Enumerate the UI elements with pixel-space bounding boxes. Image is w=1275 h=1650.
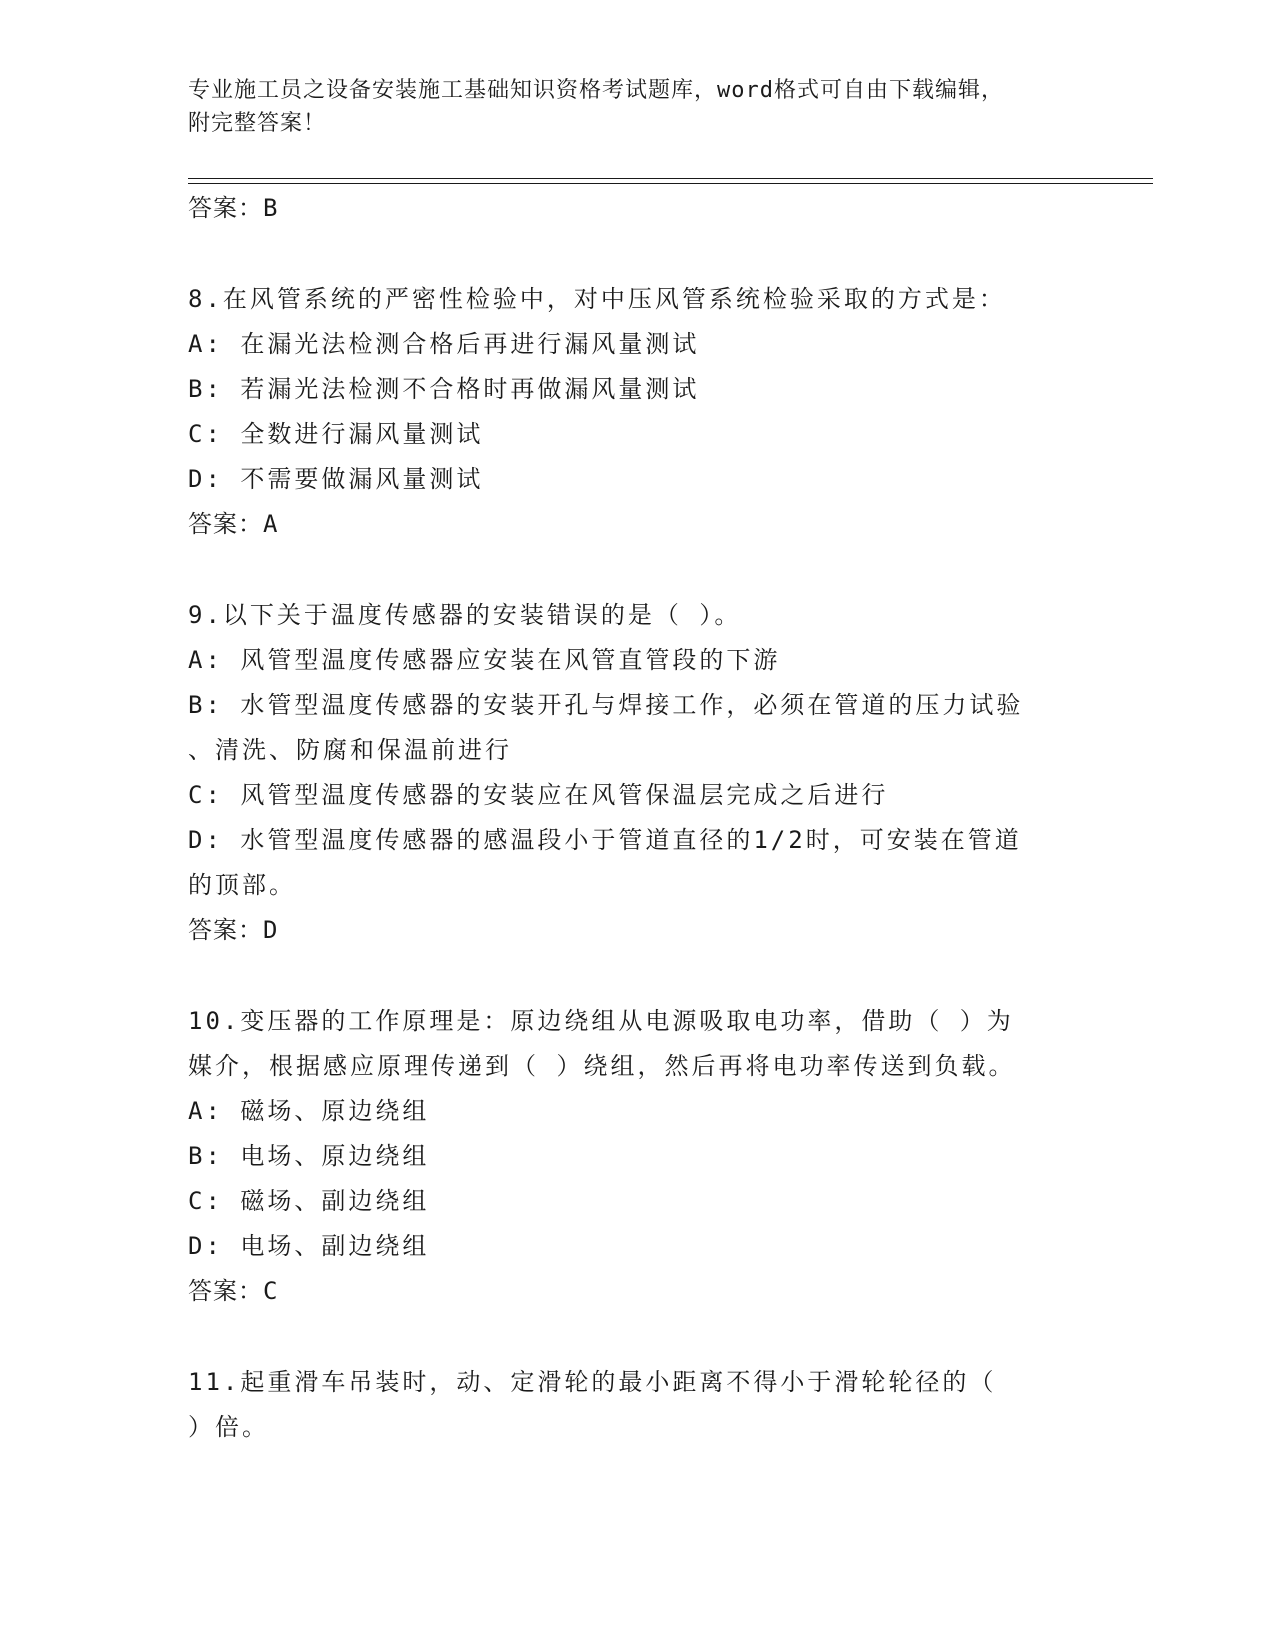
q9-option-c: C: 风管型温度传感器的安装应在风管保温层完成之后进行: [188, 781, 889, 809]
q8-option-c: C: 全数进行漏风量测试: [188, 420, 484, 448]
q9-answer: 答案：D: [188, 916, 279, 944]
q9-option-d-line-1: D: 水管型温度传感器的感温段小于管道直径的1/2时，可安装在管道: [188, 826, 1022, 854]
document-header: [188, 74, 1068, 140]
q9-option-a: A: 风管型温度传感器应安装在风管直管段的下游: [188, 646, 781, 674]
q10-stem-line-2: 媒介，根据感应原理传递到（ ）绕组，然后再将电功率传送到负载。: [188, 1052, 1016, 1080]
q10-option-a: A: 磁场、原边绕组: [188, 1097, 430, 1125]
q8-option-b: B: 若漏光法检测不合格时再做漏风量测试: [188, 375, 700, 403]
q9-stem: 9.以下关于温度传感器的安装错误的是（ ）。: [188, 601, 742, 629]
q11-stem-line-1: 11.起重滑车吊装时，动、定滑轮的最小距离不得小于滑轮轮径的（: [188, 1368, 997, 1396]
q9-option-b-line-2: 、清洗、防腐和保温前进行: [188, 736, 512, 764]
header-line-2: 附完整答案！: [188, 111, 327, 136]
header-divider-top: [188, 178, 1153, 179]
spacer: [188, 953, 1088, 999]
q10-option-b: B: 电场、原边绕组: [188, 1142, 430, 1170]
question-list: [188, 186, 1088, 1450]
question-11: [188, 1360, 1088, 1450]
header-divider-bottom: [188, 183, 1153, 184]
question-8: [188, 277, 1088, 547]
q7-answer: 答案：B: [188, 194, 279, 222]
spacer: [188, 231, 1088, 277]
q8-option-d: D: 不需要做漏风量测试: [188, 465, 484, 493]
q8-stem: 8.在风管系统的严密性检验中，对中压风管系统检验采取的方式是：: [188, 285, 1006, 313]
q9-option-d-line-2: 的顶部。: [188, 871, 296, 899]
question-10: [188, 999, 1088, 1314]
q10-option-d: D: 电场、副边绕组: [188, 1232, 430, 1260]
q10-answer: 答案：C: [188, 1277, 279, 1305]
q10-option-c: C: 磁场、副边绕组: [188, 1187, 430, 1215]
q8-answer: 答案：A: [188, 510, 279, 538]
spacer: [188, 547, 1088, 593]
q10-stem-line-1: 10.变压器的工作原理是：原边绕组从电源吸取电功率，借助（ ）为: [188, 1007, 1014, 1035]
header-line-1: 专业施工员之设备安装施工基础知识资格考试题库，word格式可自由下载编辑，: [188, 78, 1004, 103]
q9-option-b-line-1: B: 水管型温度传感器的安装开孔与焊接工作，必须在管道的压力试验: [188, 691, 1024, 719]
question-9: [188, 593, 1088, 953]
q8-option-a: A: 在漏光法检测合格后再进行漏风量测试: [188, 330, 700, 358]
spacer: [188, 1314, 1088, 1360]
q11-stem-line-2: ）倍。: [188, 1413, 269, 1441]
